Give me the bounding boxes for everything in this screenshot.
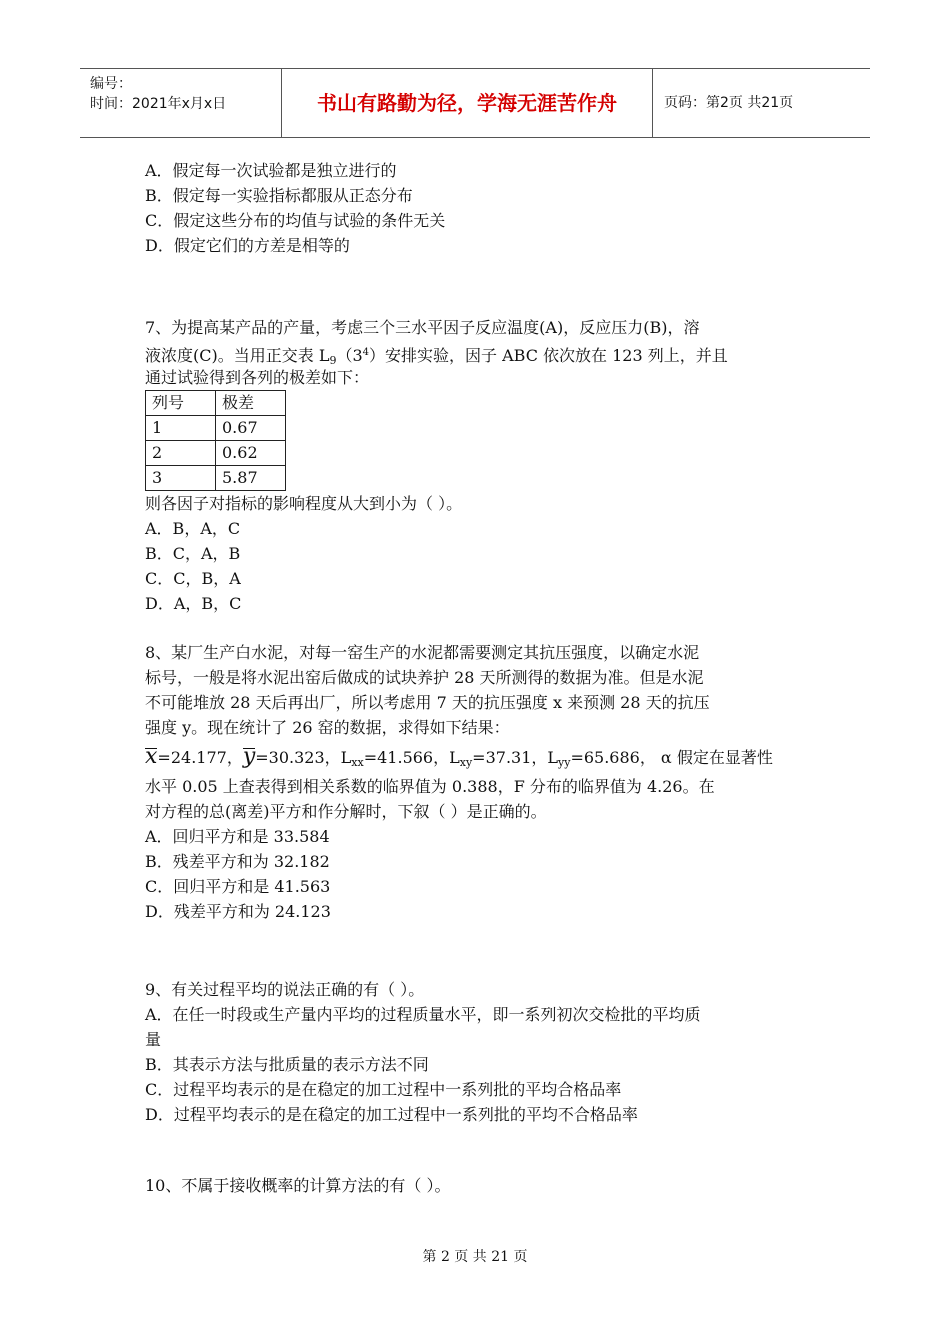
table-cell: 0.62 — [216, 441, 286, 466]
table-cell: 1 — [146, 416, 216, 441]
q7-question: 则各因子对指标的影响程度从大到小为（ ）。 — [145, 494, 463, 513]
stat-subscript: xx — [351, 756, 364, 769]
page-header — [80, 68, 870, 138]
header-motto: 书山有路勤为径，学海无涯苦作舟 — [317, 91, 617, 115]
stat-subscript: xy — [459, 756, 473, 769]
q7-option-a: A．B，A，C — [145, 519, 241, 538]
x-bar-symbol — [145, 744, 157, 769]
q8-option-a: A．回归平方和是 33.584 — [145, 827, 330, 846]
table-cell: 2 — [146, 441, 216, 466]
overline — [243, 748, 255, 749]
q7-text: ）安排实验，因子 ABC 依次放在 123 列上，并且 — [369, 346, 728, 365]
y-bar-symbol — [243, 744, 255, 769]
stat-value: =30.323，L — [255, 748, 352, 767]
table-row — [146, 416, 286, 441]
q7-subscript: 9 — [329, 354, 337, 367]
q7-text: （3 — [336, 346, 363, 365]
q9-option-d: D．过程平均表示的是在稳定的加工过程中一系列批的平均不合格品率 — [145, 1105, 638, 1124]
table-row — [146, 441, 286, 466]
q9-option-c: C．过程平均表示的是在稳定的加工过程中一系列批的平均合格品率 — [145, 1080, 622, 1099]
question-8 — [145, 640, 815, 924]
q8-text-line: 标号，一般是将水泥出窑后做成的试块养护 28 天所测得的数据为准。但是水泥 — [145, 668, 704, 687]
page-footer: 第 2 页 共 21 页 — [422, 1249, 528, 1265]
spacer — [145, 924, 815, 977]
stat-subscript: yy — [558, 756, 571, 769]
q8-option-d: D．残差平方和为 24.123 — [145, 902, 331, 921]
q8-text-line: 对方程的总(离差)平方和作分解时，下叙（ ）是正确的。 — [145, 802, 547, 821]
q8-text-line: 不可能堆放 28 天后再出厂，所以考虑用 7 天的抗压强度 x 来预测 28 天的抗压 — [145, 693, 710, 712]
q7-text-line — [145, 340, 815, 365]
table-cell: 5.87 — [216, 466, 286, 491]
overline — [145, 748, 157, 749]
x-symbol: x — [145, 744, 158, 769]
q7-text-line: 7、为提高某产品的产量，考虑三个三水平因子反应温度(A)，反应压力(B)，溶 — [145, 318, 700, 337]
q6-option-d: D．假定它们的方差是相等的 — [145, 236, 350, 255]
table-header-row — [146, 391, 286, 416]
header-meta — [80, 69, 280, 137]
question-10 — [145, 1173, 815, 1198]
q7-option-c: C．C，B，A — [145, 569, 241, 588]
table-header-cell: 列号 — [146, 391, 216, 416]
q7-text: 液浓度(C)。当用正交表 L — [145, 346, 330, 365]
q9-option-b: B．其表示方法与批质量的表示方法不同 — [145, 1055, 429, 1074]
q9-option-a-cont: 量 — [145, 1030, 162, 1049]
spacer — [145, 258, 815, 315]
q9-option-a: A．在任一时段或生产量内平均的过程质量水平，即一系列初次交检批的平均质 — [145, 1005, 701, 1024]
header-divider — [652, 69, 653, 137]
q6-option-c: C．假定这些分布的均值与试验的条件无关 — [145, 211, 446, 230]
q7-option-b: B．C，A，B — [145, 544, 241, 563]
spacer — [145, 1127, 815, 1173]
question-6-options — [145, 158, 815, 258]
q8-statistics-line — [145, 740, 815, 774]
question-7 — [145, 315, 815, 616]
table-header-cell: 极差 — [216, 391, 286, 416]
stat-value: =37.31，L — [472, 748, 559, 767]
serial-number-label: 编号： — [90, 76, 132, 92]
spacer — [145, 616, 815, 640]
table-cell: 0.67 — [216, 416, 286, 441]
table-cell: 3 — [146, 466, 216, 491]
q8-text-line: 8、某厂生产白水泥，对每一窑生产的水泥都需要测定其抗压强度，以确定水泥 — [145, 643, 700, 662]
stat-value: =41.566，L — [363, 748, 460, 767]
document-body — [145, 158, 815, 1198]
q6-option-a: A．假定每一次试验都是独立进行的 — [145, 161, 397, 180]
q6-option-b: B．假定每一实验指标都服从正态分布 — [145, 186, 413, 205]
q9-question: 9、有关过程平均的说法正确的有（ ）。 — [145, 980, 425, 999]
q8-text-line: 强度 y。现在统计了 26 窑的数据，求得如下结果： — [145, 718, 510, 737]
stat-value: =24.177， — [157, 748, 243, 767]
q8-option-b: B．残差平方和为 32.182 — [145, 852, 330, 871]
q7-superscript: 4 — [362, 347, 370, 358]
q8-text-line: 水平 0.05 上查表得到相关系数的临界值为 0.388，F 分布的临界值为 4.26。在 — [145, 777, 715, 796]
q7-text-line: 通过试验得到各列的极差如下： — [145, 368, 370, 387]
date-label: 时间：2021年x月x日 — [90, 96, 227, 112]
header-page-number: 页码：第2页 共21页 — [664, 95, 794, 111]
q10-question: 10、不属于接收概率的计算方法的有（ ）。 — [145, 1176, 451, 1195]
range-table — [145, 390, 286, 491]
table-row — [146, 466, 286, 491]
q7-option-d: D．A，B，C — [145, 594, 242, 613]
q8-option-c: C．回归平方和是 41.563 — [145, 877, 331, 896]
y-symbol: y — [242, 744, 256, 769]
question-9 — [145, 977, 815, 1127]
stat-value: =65.686， α 假定在显著性 — [570, 748, 773, 767]
